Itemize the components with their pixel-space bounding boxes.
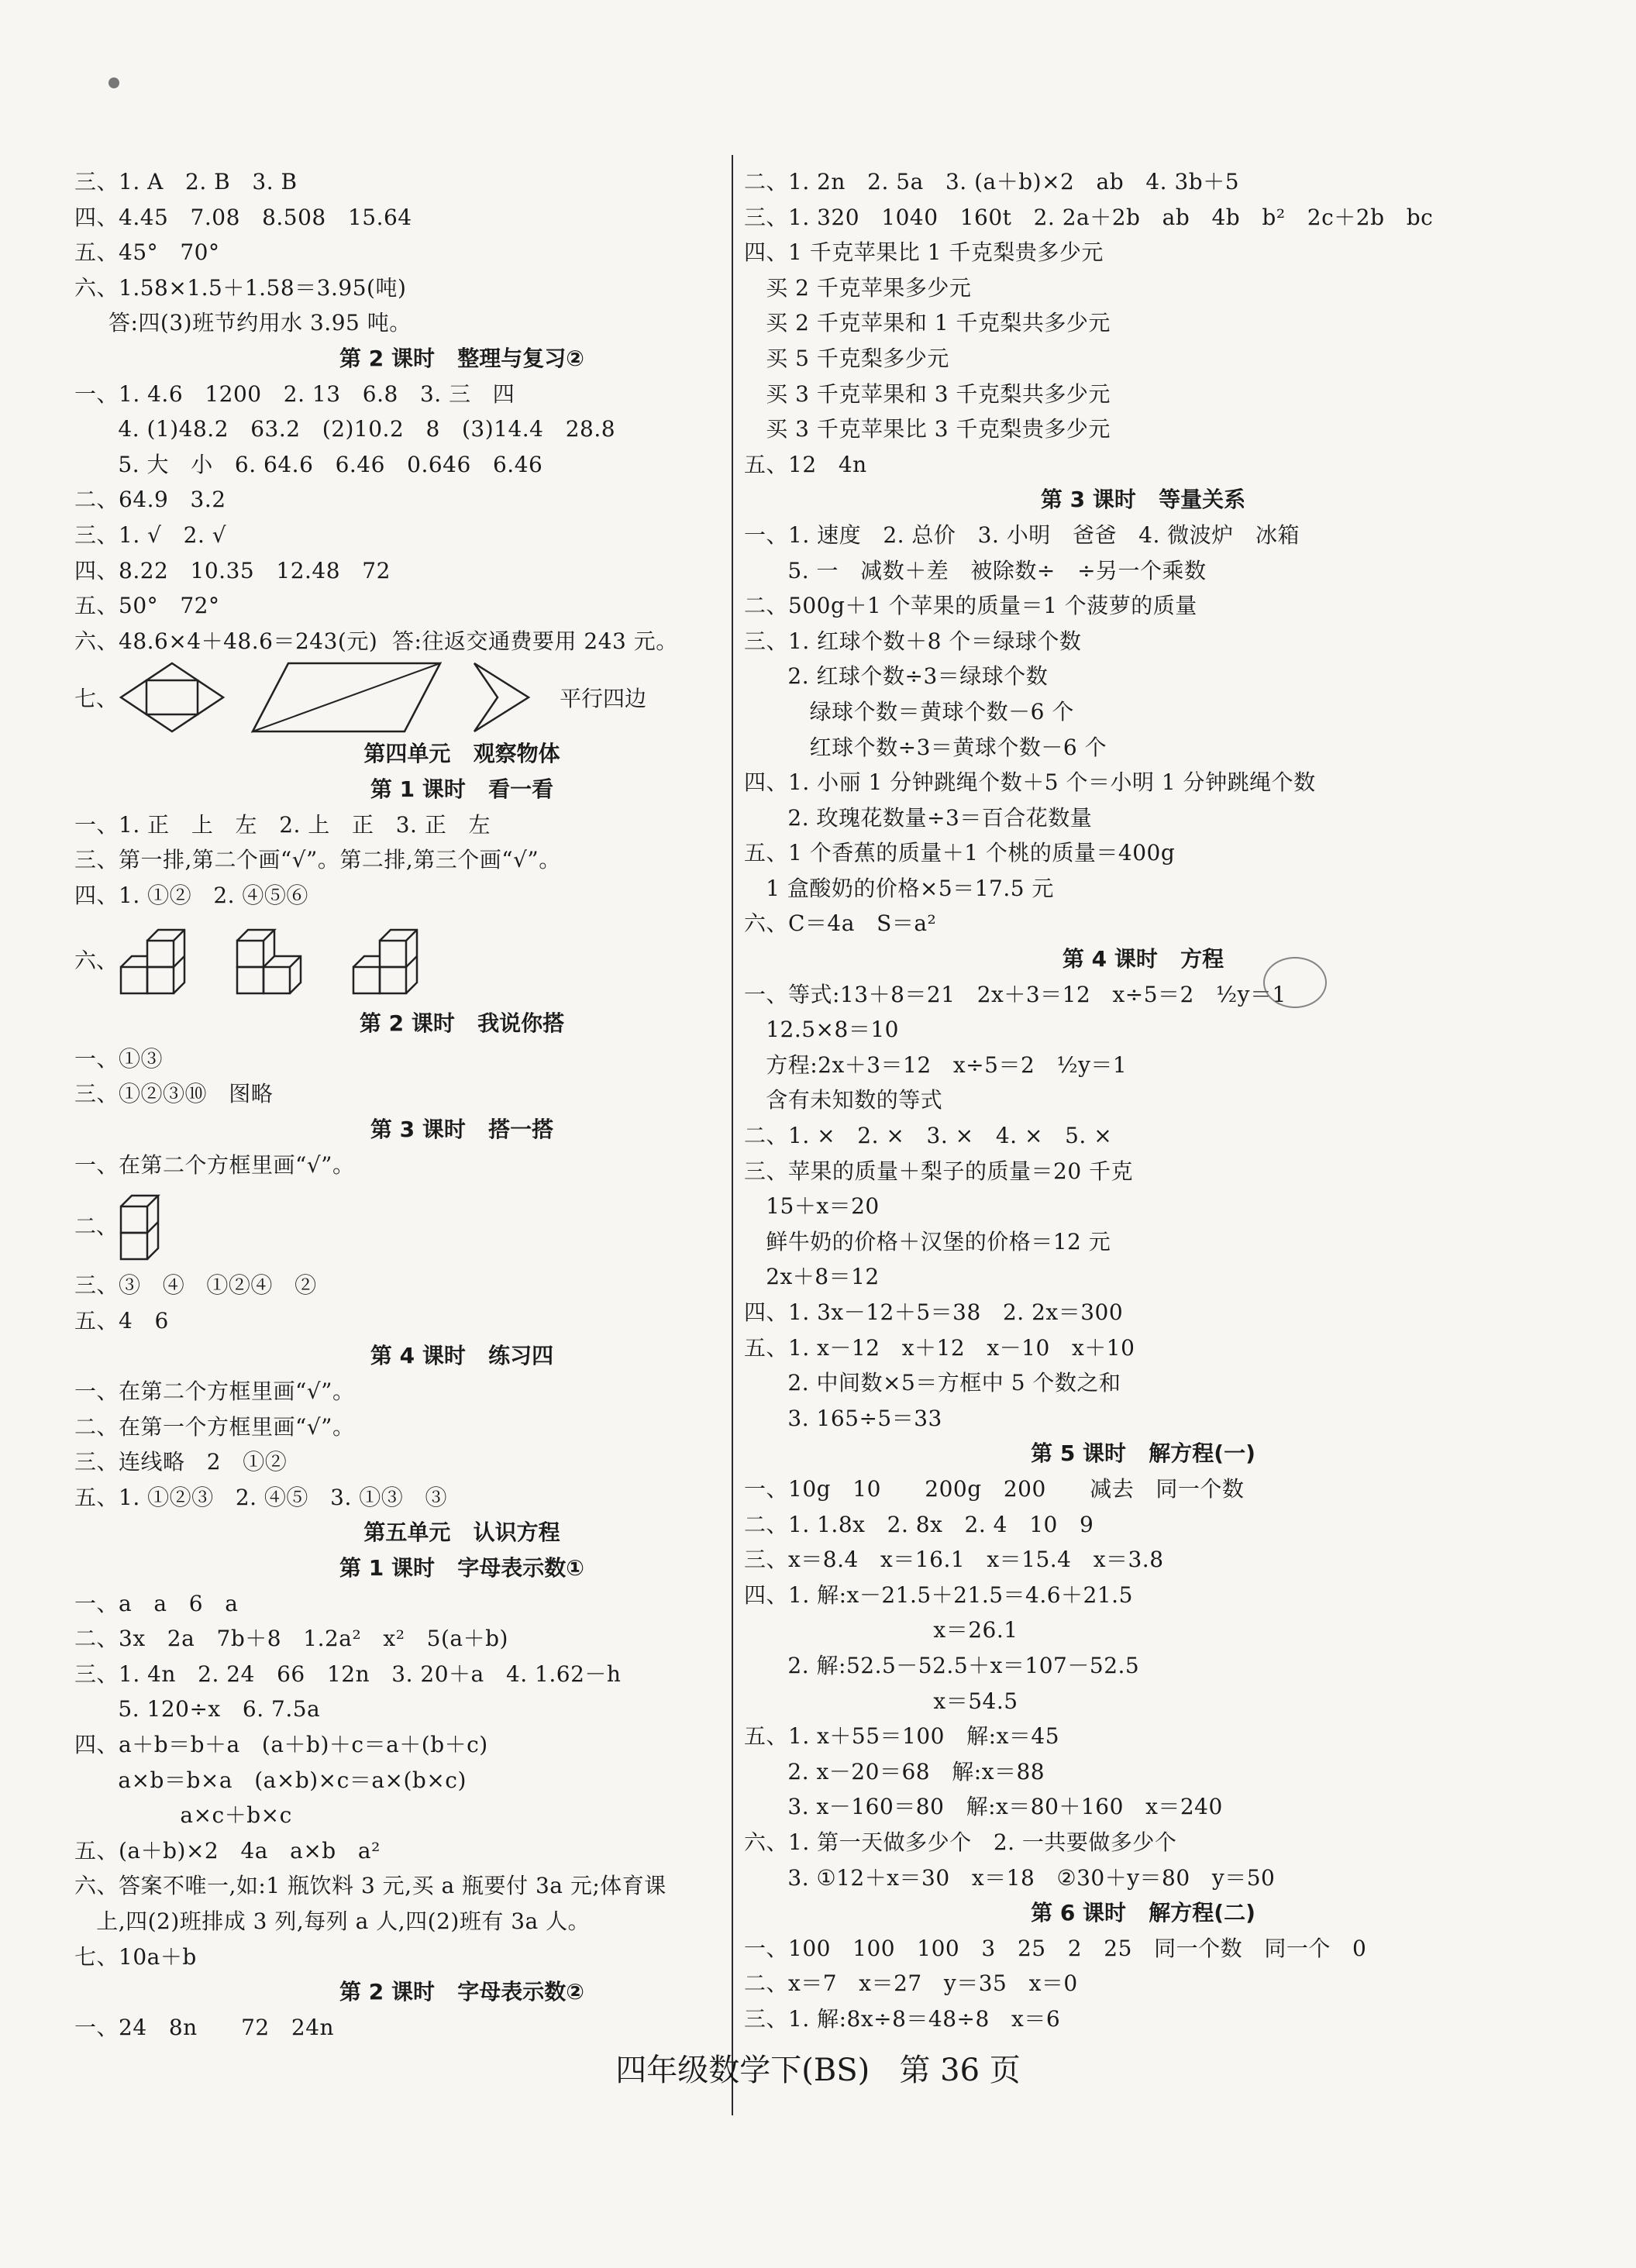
left-column bbox=[74, 164, 849, 2045]
answer-line: 六、1. 第一天做多少个 2. 一共要做多少个 bbox=[744, 1829, 1177, 1855]
answer-line: 三、①②③⑩ 图略 bbox=[74, 1081, 274, 1107]
cube-stack-figure bbox=[234, 919, 319, 1000]
answer-line: 二、1. 2n 2. 5a 3. (a＋b)×2 ab 4. 3b＋5 bbox=[744, 169, 1240, 194]
answer-line: 2. 玫瑰花数量÷3＝百合花数量 bbox=[744, 804, 1093, 831]
answer-line: 三、1. √ 2. √ bbox=[74, 521, 227, 548]
lesson-heading: 第 1 课时 看一看 bbox=[370, 776, 554, 802]
left-block-8 bbox=[74, 1586, 849, 1975]
answer-line: 15＋x＝20 bbox=[744, 1193, 880, 1220]
answer-line: 五、45° 70° bbox=[74, 239, 220, 266]
lesson-heading: 第 3 课时 等量关系 bbox=[1040, 487, 1246, 513]
answer-line: 二、1. × 2. × 3. × 4. × 5. × bbox=[744, 1123, 1113, 1149]
answer-line: 四、1. 解:x－21.5＋21.5＝4.6＋21.5 bbox=[744, 1581, 1133, 1608]
lesson-heading: 第 3 课时 搭一搭 bbox=[370, 1117, 554, 1143]
answer-line: 三、第一排,第二个画“√”。第二排,第三个画“√”。 bbox=[74, 847, 561, 873]
answer-line: 五、12 4n bbox=[744, 451, 867, 477]
answer-line: 五、4 6 bbox=[74, 1307, 169, 1334]
answer-line: 二、64.9 3.2 bbox=[74, 487, 226, 513]
answer-line: 六、答案不唯一,如:1 瓶饮料 3 元,买 a 瓶要付 3a 元;体育课 bbox=[74, 1873, 666, 1899]
answer-line: 二、3x 2a 7b＋8 1.2a² x² 5(a＋b) bbox=[74, 1626, 508, 1652]
answer-line: 六、1.58×1.5＋1.58＝3.95(吨) bbox=[74, 274, 407, 301]
unit-heading: 第五单元 认识方程 bbox=[363, 1519, 560, 1546]
answer-line: 5. 一 减数＋差 被除数÷ ÷另一个乘数 bbox=[744, 557, 1207, 583]
answer-line: 一、100 100 100 3 25 2 25 同一个数 同一个 0 bbox=[744, 1935, 1367, 1961]
left-block-7 bbox=[74, 1374, 849, 1515]
answer-line: x＝26.1 bbox=[744, 1617, 1018, 1643]
answer-line: 二、x＝7 x＝27 y＝35 x＝0 bbox=[744, 1970, 1078, 1997]
left-block-6 bbox=[74, 1268, 849, 1338]
answer-line: 绿球个数＝黄球个数－6 个 bbox=[744, 698, 1074, 724]
answer-line: 5. 大 小 6. 64.6 6.46 0.646 6.46 bbox=[74, 451, 543, 477]
left-block-4 bbox=[74, 1041, 849, 1112]
right-block-5 bbox=[744, 1931, 1542, 2037]
parallelogram-figure bbox=[250, 660, 443, 735]
cube-figures-row bbox=[74, 913, 849, 1006]
page-footer: 四年级数学下(BS) 第 36 页 bbox=[615, 2053, 1021, 2088]
answer-line: 四、1. ①② 2. ④⑤⑥ bbox=[74, 882, 308, 908]
answer-line: 三、连线略 2 ①② bbox=[74, 1449, 288, 1475]
answer-line: 五、1. ①②③ 2. ④⑤ 3. ①③ ③ bbox=[74, 1484, 447, 1510]
arrow-shape-figure bbox=[467, 660, 536, 735]
answer-line: 四、8.22 10.35 12.48 72 bbox=[74, 557, 391, 583]
answer-line: 一、1. 正 上 左 2. 上 正 3. 正 左 bbox=[74, 811, 491, 838]
right-block-1 bbox=[744, 164, 1542, 482]
lesson-heading: 第 5 课时 解方程(一) bbox=[1031, 1440, 1255, 1467]
answer-line: 四、1. 3x－12＋5＝38 2. 2x＝300 bbox=[744, 1299, 1124, 1325]
answer-line: x＝54.5 bbox=[744, 1688, 1018, 1714]
diamond-square-figure bbox=[118, 660, 226, 735]
lesson-heading: 第 6 课时 解方程(二) bbox=[1031, 1900, 1255, 1926]
answer-line: 鲜牛奶的价格＋汉堡的价格＝12 元 bbox=[744, 1228, 1111, 1254]
answer-line: 三、1. 4n 2. 24 66 12n 3. 20＋a 4. 1.62－h bbox=[74, 1661, 622, 1687]
item-label: 二、 bbox=[74, 1213, 119, 1240]
answer-line: 一、等式:13＋8＝21 2x＋3＝12 x÷5＝2 ½y＝1 bbox=[744, 981, 1286, 1007]
unit-heading: 第四单元 观察物体 bbox=[363, 741, 560, 767]
answer-line: 六、48.6×4＋48.6＝243(元) 答:往返交通费要用 243 元。 bbox=[74, 628, 678, 654]
figure-caption: 平行四边 bbox=[560, 686, 647, 712]
right-block-3 bbox=[744, 977, 1542, 1437]
answer-line: 三、1. A 2. B 3. B bbox=[74, 169, 298, 194]
answer-line: 3. ①12＋x＝30 x＝18 ②30＋y＝80 y＝50 bbox=[744, 1864, 1276, 1891]
answer-line: 2x＋8＝12 bbox=[744, 1264, 880, 1290]
answer-line: 红球个数÷3＝黄球个数－6 个 bbox=[744, 734, 1107, 760]
answer-line: 四、1 千克苹果比 1 千克梨贵多少元 bbox=[744, 239, 1104, 266]
answer-line: 一、①③ bbox=[74, 1045, 164, 1072]
answer-line: 三、③ ④ ①②④ ② bbox=[74, 1272, 317, 1299]
answer-line: 2. x－20＝68 解:x＝88 bbox=[744, 1758, 1045, 1784]
answer-line: 2. 解:52.5－52.5＋x＝107－52.5 bbox=[744, 1652, 1140, 1678]
answer-line: 四、a＋b＝b＋a (a＋b)＋c＝a＋(b＋c) bbox=[74, 1731, 488, 1757]
answer-line: 三、苹果的质量＋梨子的质量＝20 千克 bbox=[744, 1158, 1134, 1184]
answer-line: 含有未知数的等式 bbox=[744, 1087, 943, 1113]
figure-row-seven bbox=[74, 659, 849, 736]
answer-line: 5. 120÷x 6. 7.5a bbox=[74, 1696, 321, 1723]
answer-line: 买 3 千克苹果和 3 千克梨共多少元 bbox=[744, 380, 1111, 407]
answer-line: 一、1. 速度 2. 总价 3. 小明 爸爸 4. 微波炉 冰箱 bbox=[744, 521, 1300, 548]
answer-line: 四、4.45 7.08 8.508 15.64 bbox=[74, 204, 412, 230]
left-block-1 bbox=[74, 164, 849, 341]
answer-line: 答:四(3)班节约用水 3.95 吨。 bbox=[108, 310, 412, 336]
item-label: 七、 bbox=[74, 686, 119, 712]
answer-line: 一、10g 10 200g 200 减去 同一个数 bbox=[744, 1475, 1245, 1502]
answer-line: 1 盒酸奶的价格×5＝17.5 元 bbox=[744, 875, 1054, 901]
cube-figure-row-two bbox=[74, 1182, 849, 1268]
answer-line: 二、1. 1.8x 2. 8x 2. 4 10 9 bbox=[744, 1511, 1094, 1537]
answer-line: 三、1. 解:8x÷8＝48÷8 x＝6 bbox=[744, 2005, 1061, 2032]
left-block-3 bbox=[74, 807, 849, 914]
scan-speck bbox=[108, 77, 119, 88]
answer-line: 一、在第二个方框里画“√”。 bbox=[74, 1378, 355, 1405]
answer-line: 二、500g＋1 个苹果的质量＝1 个菠萝的质量 bbox=[744, 593, 1197, 619]
answer-line: 五、1 个香蕉的质量＋1 个桃的质量＝400g bbox=[744, 840, 1176, 866]
answer-line: 五、50° 72° bbox=[74, 593, 220, 619]
answer-line: 12.5×8＝10 bbox=[744, 1017, 899, 1043]
cube-stack-figure bbox=[350, 919, 436, 1000]
lesson-heading: 第 4 课时 练习四 bbox=[370, 1343, 554, 1369]
answer-line: 买 3 千克苹果比 3 千克梨贵多少元 bbox=[744, 416, 1111, 442]
answer-line: 三、x＝8.4 x＝16.1 x＝15.4 x＝3.8 bbox=[744, 1547, 1164, 1573]
answer-line: 一、在第二个方框里画“√”。 bbox=[74, 1151, 355, 1178]
homework-stamp-icon bbox=[1263, 957, 1327, 1008]
answer-line: 2. 红球个数÷3＝绿球个数 bbox=[744, 663, 1049, 690]
answer-line: 二、在第一个方框里画“√”。 bbox=[74, 1413, 355, 1440]
left-block-2 bbox=[74, 377, 849, 659]
answer-line: 七、10a＋b bbox=[74, 1943, 197, 1970]
answer-line: 三、1. 320 1040 160t 2. 2a＋2b ab 4b b² 2c＋2b bc bbox=[744, 204, 1434, 230]
item-label: 六、 bbox=[74, 948, 119, 974]
lesson-heading: 第 1 课时 字母表示数① bbox=[339, 1555, 584, 1581]
answer-line: 4. (1)48.2 63.2 (2)10.2 8 (3)14.4 28.8 bbox=[74, 416, 616, 442]
answer-line: 五、(a＋b)×2 4a a×b a² bbox=[74, 1837, 381, 1864]
answer-line: 上,四(2)班排成 3 列,每列 a 人,四(2)班有 3a 人。 bbox=[74, 1908, 591, 1934]
answer-line: 方程:2x＋3＝12 x÷5＝2 ½y＝1 bbox=[744, 1051, 1128, 1078]
answer-line: 一、24 8n 72 24n bbox=[74, 2014, 335, 2040]
answer-line: 3. 165÷5＝33 bbox=[744, 1405, 942, 1431]
right-block-2 bbox=[744, 518, 1542, 941]
lesson-heading: 第 2 课时 字母表示数② bbox=[339, 1979, 584, 2005]
answer-line: 3. x－160＝80 解:x＝80＋160 x＝240 bbox=[744, 1794, 1223, 1820]
lesson-heading: 第 4 课时 方程 bbox=[1062, 946, 1224, 972]
answer-line: 五、1. x＋55＝100 解:x＝45 bbox=[744, 1723, 1060, 1750]
answer-line: 四、1. 小丽 1 分钟跳绳个数＋5 个＝小明 1 分钟跳绳个数 bbox=[744, 769, 1316, 796]
lesson-heading: 第 2 课时 我说你搭 bbox=[359, 1010, 565, 1037]
answer-line: 一、1. 4.6 1200 2. 13 6.8 3. 三 四 bbox=[74, 380, 515, 407]
answer-line: 三、1. 红球个数＋8 个＝绿球个数 bbox=[744, 628, 1082, 654]
answer-line: a×c＋b×c bbox=[136, 1802, 292, 1829]
answer-line: 买 2 千克苹果多少元 bbox=[744, 274, 972, 301]
answer-line: a×b＝b×a (a×b)×c＝a×(b×c) bbox=[74, 1767, 467, 1793]
answer-line: 一、a a 6 a bbox=[74, 1590, 239, 1616]
answer-line: 买 5 千克梨多少元 bbox=[744, 345, 949, 371]
answer-line: 买 2 千克苹果和 1 千克梨共多少元 bbox=[744, 310, 1111, 336]
right-block-4 bbox=[744, 1471, 1542, 1895]
answer-line: 2. 中间数×5＝方框中 5 个数之和 bbox=[744, 1370, 1121, 1396]
cube-stack-figure bbox=[118, 919, 203, 1000]
right-column bbox=[744, 164, 1542, 2036]
answer-line: 五、1. x－12 x＋12 x－10 x＋10 bbox=[744, 1334, 1135, 1361]
cube-tower-figure bbox=[118, 1185, 180, 1265]
answer-line: 六、C＝4a S＝a² bbox=[744, 910, 937, 937]
lesson-heading: 第 2 课时 整理与复习② bbox=[339, 345, 584, 371]
